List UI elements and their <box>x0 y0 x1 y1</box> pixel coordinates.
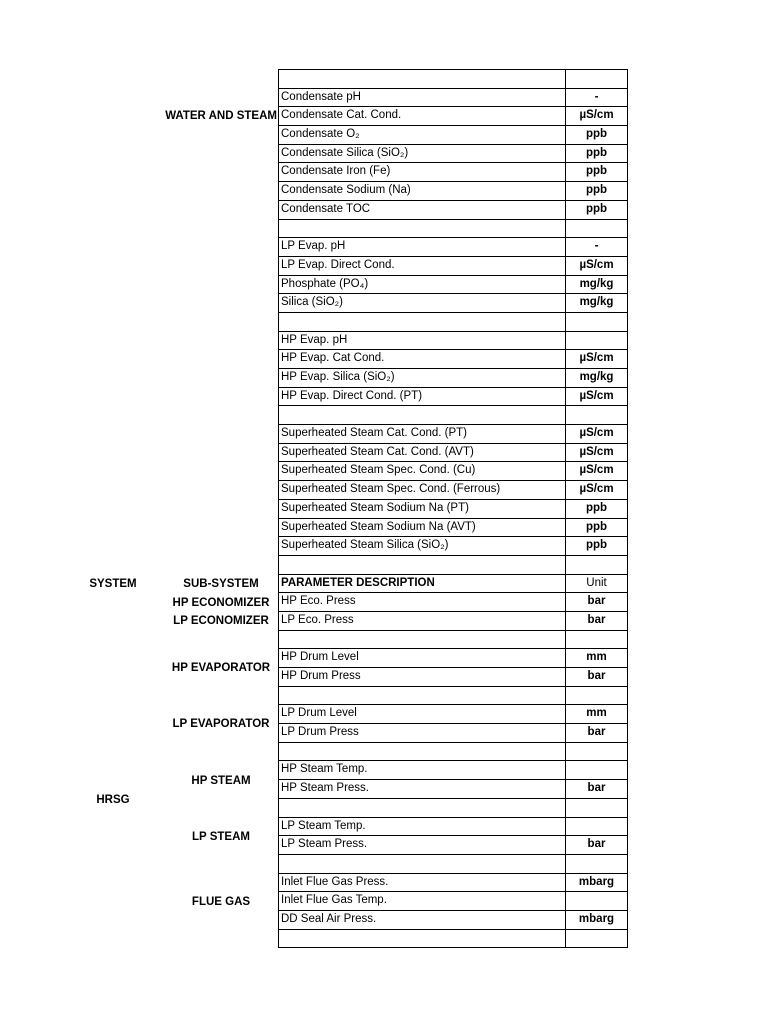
unit-cell: mbarg <box>578 875 615 888</box>
unit-cell: ppb <box>585 539 608 552</box>
parameter-cell <box>279 799 566 817</box>
table-row <box>278 163 628 182</box>
parameter-cell: HP Evap. pH <box>279 332 566 350</box>
parameter-cell: HP Evap. Cat Cond. <box>279 350 566 368</box>
unit-cell: ppb <box>585 520 608 533</box>
parameter-cell: HP Drum Press <box>279 668 566 686</box>
hp-steam-label: HP STEAM <box>191 775 251 787</box>
table-row <box>278 743 628 762</box>
unit-header: Unit <box>586 576 607 589</box>
table-row <box>278 780 628 799</box>
table-row <box>278 724 628 743</box>
parameter-cell <box>279 855 566 873</box>
unit-cell: µS/cm <box>579 464 614 477</box>
parameter-cell: Inlet Flue Gas Temp. <box>279 892 566 910</box>
table-row <box>278 70 628 89</box>
unit-cell <box>566 556 627 574</box>
unit-cell: ppb <box>585 128 608 141</box>
parameter-cell: Superheated Steam Spec. Cond. (Cu) <box>279 462 566 480</box>
unit-cell: - <box>594 90 599 103</box>
parameter-cell: Superheated Steam Sodium Na (PT) <box>279 500 566 518</box>
parameter-cell: LP Steam Press. <box>279 836 566 854</box>
parameter-cell <box>279 70 566 88</box>
parameter-cell: Condensate pH <box>279 89 566 107</box>
table-row <box>278 313 628 332</box>
table-row <box>278 145 628 164</box>
table-row <box>278 705 628 724</box>
unit-cell: ppb <box>585 501 608 514</box>
unit-cell: bar <box>587 670 606 682</box>
parameter-cell: LP Steam Temp. <box>279 818 566 836</box>
parameter-cell: Condensate Silica (SiO₂) <box>279 145 566 163</box>
parameter-cell: HP Evap. Silica (SiO₂) <box>279 369 566 387</box>
hrsg-label: HRSG <box>96 794 130 806</box>
unit-cell <box>566 855 627 873</box>
subsystem-header: SUB-SYSTEM <box>183 578 259 590</box>
parameter-cell <box>279 406 566 424</box>
table-row <box>278 238 628 257</box>
parameter-cell: Condensate Sodium (Na) <box>279 182 566 200</box>
parameter-cell: Condensate O₂ <box>279 126 566 144</box>
parameter-cell: Condensate TOC <box>279 201 566 219</box>
table-row <box>278 126 628 145</box>
table-row <box>278 220 628 239</box>
parameter-cell: Condensate Iron (Fe) <box>279 163 566 181</box>
parameter-cell: HP Eco. Press <box>279 593 566 611</box>
unit-cell: µS/cm <box>579 483 614 496</box>
parameter-table <box>278 69 628 948</box>
unit-cell: bar <box>587 782 606 795</box>
unit-cell: ppb <box>585 165 608 178</box>
table-row <box>278 930 628 949</box>
table-row <box>278 668 628 687</box>
unit-cell: bar <box>587 613 606 626</box>
unit-cell <box>566 799 627 817</box>
parameter-cell: Silica (SiO₂) <box>279 294 566 312</box>
unit-cell <box>566 892 627 910</box>
lp-steam-label: LP STEAM <box>192 831 250 843</box>
table-row <box>278 406 628 425</box>
unit-cell <box>566 70 627 88</box>
table-row <box>278 350 628 369</box>
table-row <box>278 89 628 108</box>
table-row <box>278 332 628 351</box>
table-row <box>278 836 628 855</box>
unit-cell <box>566 332 627 350</box>
unit-cell: bar <box>587 726 606 739</box>
parameter-cell: Superheated Steam Cat. Cond. (AVT) <box>279 444 566 462</box>
parameter-cell: Condensate Cat. Cond. <box>279 107 566 125</box>
parameter-cell: LP Drum Level <box>279 705 566 723</box>
table-row <box>278 799 628 818</box>
unit-cell: µS/cm <box>579 389 614 402</box>
parameter-cell <box>279 930 566 948</box>
parameter-cell: Superheated Steam Cat. Cond. (PT) <box>279 425 566 443</box>
parameter-cell <box>279 687 566 705</box>
parameter-cell <box>279 631 566 649</box>
table-row <box>278 612 628 631</box>
unit-cell: bar <box>587 595 606 608</box>
table-row <box>278 818 628 837</box>
unit-cell <box>566 761 627 779</box>
table-row <box>278 519 628 538</box>
unit-cell: - <box>594 240 599 253</box>
table-row <box>278 462 628 481</box>
table-row <box>278 687 628 706</box>
water-and-steam-label: WATER AND STEAM <box>165 110 277 122</box>
hp-evaporator-label: HP EVAPORATOR <box>171 662 271 674</box>
unit-cell <box>566 406 627 424</box>
table-row <box>278 855 628 874</box>
unit-cell: ppb <box>585 202 608 215</box>
table-row <box>278 107 628 126</box>
table-row <box>278 500 628 519</box>
lp-economizer-label: LP ECONOMIZER <box>173 615 269 627</box>
parameter-cell <box>279 220 566 238</box>
unit-cell: µS/cm <box>579 427 614 440</box>
unit-cell: mg/kg <box>579 371 614 383</box>
parameter-cell <box>279 313 566 331</box>
parameter-description-header: PARAMETER DESCRIPTION <box>279 575 566 593</box>
parameter-cell: DD Seal Air Press. <box>279 911 566 929</box>
unit-cell <box>566 818 627 836</box>
unit-cell: bar <box>587 838 606 851</box>
table-row <box>278 201 628 220</box>
parameter-cell: Inlet Flue Gas Press. <box>279 874 566 892</box>
unit-cell: µS/cm <box>579 258 614 271</box>
table-row <box>278 257 628 276</box>
unit-cell: ppb <box>585 184 608 197</box>
unit-cell <box>566 313 627 331</box>
table-header-row <box>278 575 628 594</box>
unit-cell <box>566 687 627 705</box>
parameter-cell: LP Eco. Press <box>279 612 566 630</box>
unit-cell <box>566 220 627 238</box>
table-row <box>278 593 628 612</box>
parameter-cell: HP Drum Level <box>279 649 566 667</box>
parameter-cell: HP Steam Temp. <box>279 761 566 779</box>
table-row <box>278 556 628 575</box>
parameter-cell: HP Steam Press. <box>279 780 566 798</box>
parameter-cell <box>279 556 566 574</box>
unit-cell: mg/kg <box>579 277 614 290</box>
table-row <box>278 874 628 893</box>
parameter-cell: Superheated Steam Sodium Na (AVT) <box>279 519 566 537</box>
unit-cell <box>566 631 627 649</box>
unit-cell <box>566 743 627 761</box>
table-row <box>278 388 628 407</box>
table-row <box>278 276 628 295</box>
unit-cell: ppb <box>585 146 608 159</box>
table-row <box>278 649 628 668</box>
table-row <box>278 481 628 500</box>
unit-cell: mg/kg <box>579 296 614 309</box>
parameter-cell: LP Evap. Direct Cond. <box>279 257 566 275</box>
table-row <box>278 294 628 313</box>
unit-cell: µS/cm <box>579 445 614 458</box>
unit-cell <box>566 930 627 948</box>
table-row <box>278 892 628 911</box>
unit-cell: µS/cm <box>579 352 614 365</box>
table-row <box>278 911 628 930</box>
table-row <box>278 761 628 780</box>
parameter-cell <box>279 743 566 761</box>
lp-evaporator-label: LP EVAPORATOR <box>172 718 270 730</box>
unit-cell: mm <box>586 651 607 664</box>
parameter-cell: LP Evap. pH <box>279 238 566 256</box>
parameter-cell: HP Evap. Direct Cond. (PT) <box>279 388 566 406</box>
parameter-cell: LP Drum Press <box>279 724 566 742</box>
table-row <box>278 425 628 444</box>
parameter-cell: Superheated Steam Silica (SiO₂) <box>279 537 566 555</box>
unit-cell: mm <box>586 707 607 720</box>
table-row <box>278 369 628 388</box>
table-row <box>278 444 628 463</box>
table-row <box>278 537 628 556</box>
parameter-cell: Phosphate (PO₄) <box>279 276 566 294</box>
unit-cell: mbarg <box>578 912 615 925</box>
flue-gas-label: FLUE GAS <box>191 896 251 908</box>
table-row <box>278 631 628 650</box>
hp-economizer-label: HP ECONOMIZER <box>172 597 270 609</box>
unit-cell: µS/cm <box>579 109 614 122</box>
table-row <box>278 182 628 201</box>
parameter-cell: Superheated Steam Spec. Cond. (Ferrous) <box>279 481 566 499</box>
system-header: SYSTEM <box>89 578 137 590</box>
